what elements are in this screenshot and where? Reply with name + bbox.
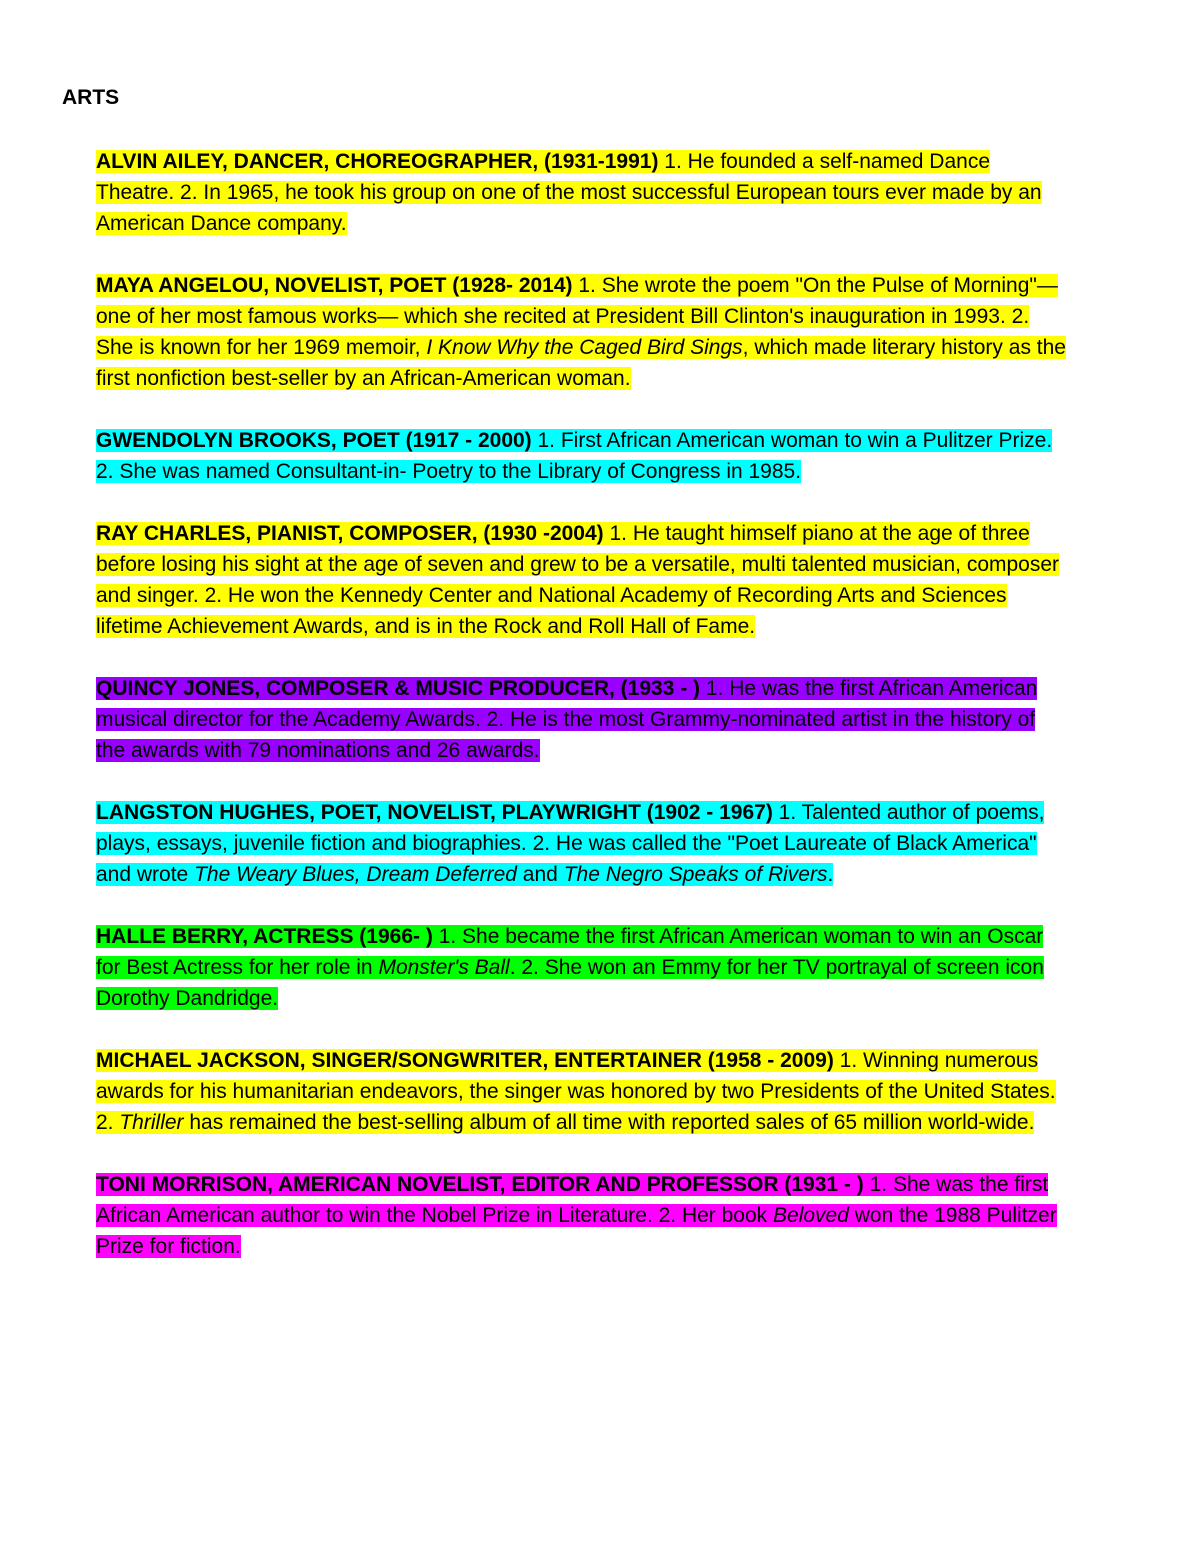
entry-text: 1. Winning numerous awards for his humanitarian endeavors, the singer was honored by two Presidents of the United States. 2. [96,1049,1056,1134]
entry-name: QUINCY JONES, COMPOSER & MUSIC PRODUCER, (1933 - ) [96,677,701,700]
entry-name: GWENDOLYN BROOKS, POET (1917 - 2000) [96,429,532,452]
entry-list [0,146,1066,1262]
entry-name: MAYA ANGELOU, NOVELIST, POET (1928- 2014) [96,274,573,297]
entry-text: 1. She became the first African American woman to win an Oscar for Best Actress for her role in [96,925,1044,979]
list-item [96,921,1066,1014]
entry-title: The Negro Speaks of Rivers [563,863,828,886]
entry-name: ALVIN AILEY, DANCER, CHOREOGRAPHER, (1931-1991) [96,150,659,173]
highlight [96,1049,1056,1134]
highlight [96,801,1044,886]
highlight [96,429,1052,483]
entry-name: TONI MORRISON, AMERICAN NOVELIST, EDITOR AND PROFESSOR (1931 - ) [96,1173,864,1196]
list-item [96,797,1066,890]
list-item [96,1169,1066,1262]
entry-title: Beloved [773,1204,849,1227]
entry-text: . [827,863,834,886]
entry-name: LANGSTON HUGHES, POET, NOVELIST, PLAYWRIGHT (1902 - 1967) [96,801,773,824]
entry-text: won the 1988 Pulitzer Prize for fiction. [96,1204,1057,1258]
entry-text: , which made literary history as the first nonfiction best-seller by an African-American woman. [96,336,1066,390]
entry-text: 1. He taught himself piano at the age of three before losing his sight at the age of seven and grew to be a versatile, multi talented musician, composer and singer. 2. He won the Kennedy Center and National Academy of Recording Arts and Sciences lifetime Achievement Awards, and is in the Rock and Roll Hall of Fame. [96,522,1060,638]
list-item [96,146,1066,239]
entry-title: Thriller [119,1111,184,1134]
entry-title: The Weary Blues, Dream Deferred [194,863,517,886]
highlight [96,150,1042,235]
entry-name: HALLE BERRY, ACTRESS (1966- ) [96,925,433,948]
entry-text: and [516,863,564,886]
highlight [96,925,1044,1010]
list-item [96,425,1066,487]
entry-name: RAY CHARLES, PIANIST, COMPOSER, (1930 -2004) [96,522,604,545]
section-heading: ARTS [62,86,120,109]
highlight [96,677,1037,762]
entry-text: 1. Talented author of poems, plays, essays, juvenile fiction and biographies. 2. He was called the "Poet Laureate of Black America" and wrote [96,801,1045,886]
highlight [96,274,1066,390]
entry-text: 1. She wrote the poem "On the Pulse of Morning"—one of her most famous works— which she recited at President Bill Clinton's inauguration in 1993. 2. She is known for her 1969 memoir, [96,274,1058,359]
entry-title: Monster's Ball [378,956,510,979]
list-item [96,673,1066,766]
highlight [96,1173,1057,1258]
entry-text: 1. He founded a self-named Dance Theatre. 2. In 1965, he took his group on one of the most successful European tours ever made by an American Dance company. [96,150,1042,235]
entry-title: I Know Why the Caged Bird Sings [426,336,743,359]
entry-text: 1. First African American woman to win a Pulitzer Prize. 2. She was named Consultant-in- Poetry to the Library of Congress in 1985. [96,429,1053,483]
entry-text: . 2. She won an Emmy for her TV portrayal of screen icon Dorothy Dandridge. [96,956,1044,1010]
entry-name: MICHAEL JACKSON, SINGER/SONGWRITER, ENTERTAINER (1958 - 2009) [96,1049,834,1072]
entry-text: 1. He was the first African American musical director for the Academy Awards. 2. He is the most Grammy-nominated artist in the history of the awards with 79 nominations and 26 awards. [96,677,1038,762]
entry-text: has remained the best-selling album of all time with reported sales of 65 million world-wide. [183,1111,1035,1134]
list-item [96,1045,1066,1138]
list-item [96,518,1066,642]
entry-text: 1. She was the first African American author to win the Nobel Prize in Literature. 2. Her book [96,1173,1049,1227]
list-item [96,270,1066,394]
highlight [96,522,1059,638]
